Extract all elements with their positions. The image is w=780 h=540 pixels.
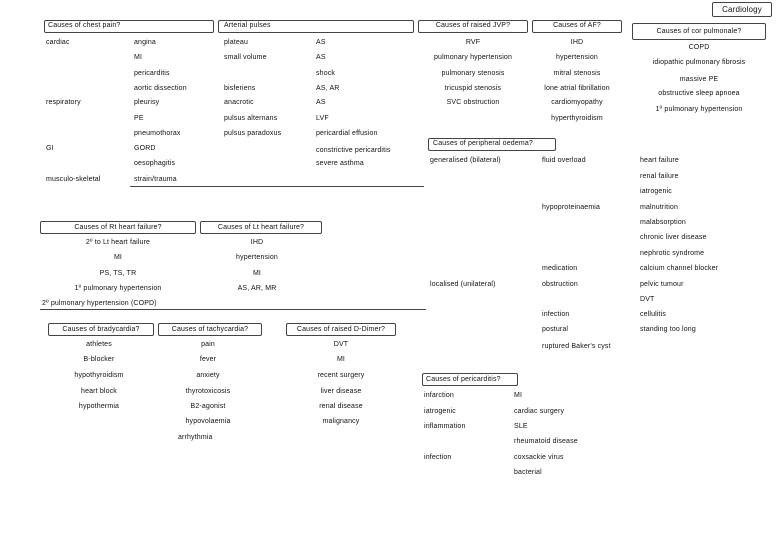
cor-pulmonale-item: obstructive sleep apnoea	[658, 90, 740, 97]
oedema-bakers: ruptured Baker's cyst	[542, 343, 611, 350]
arterial-pulse-type: plateau	[224, 39, 249, 46]
tachycardia-item: fever	[199, 356, 217, 363]
chest-pain-divider	[130, 186, 424, 187]
oedema-obstruction-item: pelvic tumour	[640, 281, 684, 288]
oedema-fluid-item: heart failure	[640, 157, 679, 164]
chest-pain-item: aortic dissection	[134, 85, 187, 92]
oedema-fluid-item: iatrogenic	[640, 188, 672, 195]
arterial-pulse-cause: shock	[316, 70, 336, 77]
chest-pain-category: respiratory	[46, 99, 81, 106]
pericarditis-category: infection	[424, 454, 452, 461]
af-item: hypertension	[556, 54, 598, 61]
oedema-localised-label: localised (unilateral)	[430, 281, 496, 288]
chest-pain-item: pleurisy	[134, 99, 160, 106]
d-dimer-item: recent surgery	[317, 372, 365, 379]
oedema-medication-item: calcium channel blocker	[640, 265, 719, 272]
pericarditis-cause: coxsackie virus	[514, 454, 564, 461]
arterial-pulse-cause: AS	[316, 99, 326, 106]
oedema-generalised-label: generalised (bilateral)	[430, 157, 501, 164]
chest-pain-item: pneumothorax	[134, 130, 181, 137]
arterial-pulse-type: anacrotic	[224, 99, 254, 106]
jvp-item: tricuspid stenosis	[444, 85, 502, 92]
oedema-fluid-item: renal failure	[640, 173, 679, 180]
pericarditis-cause: rheumatoid disease	[514, 438, 578, 445]
tachycardia-item: anxiety	[196, 372, 220, 379]
pericarditis-cause: SLE	[514, 423, 528, 430]
tachycardia-item: thyrotoxicosis	[185, 388, 231, 395]
arterial-pulse-cause: LVF	[316, 115, 329, 122]
oedema-infection-item: cellulitis	[640, 311, 667, 318]
arterial-pulse-type: small volume	[224, 54, 267, 61]
bradycardia-item: B-blocker	[83, 356, 115, 363]
lt-heart-title: Causes of Lt heart failure?	[217, 224, 305, 231]
oedema-title: Causes of peripheral oedema?	[433, 140, 533, 147]
rt-heart-title: Causes of Rt heart failure?	[74, 224, 162, 231]
bradycardia-item: hypothermia	[78, 403, 120, 410]
rt-heart-item: 2º to Lt heart failure	[85, 239, 151, 246]
d-dimer-item: DVT	[333, 341, 349, 348]
chest-pain-title: Causes of chest pain?	[48, 22, 121, 29]
bradycardia-item: hypothyroidism	[74, 372, 124, 379]
bradycardia-title: Causes of bradycardia?	[62, 326, 140, 333]
oedema-hypo-item: nephrotic syndrome	[640, 250, 705, 257]
arterial-pulse-cause: AS	[316, 39, 326, 46]
af-item: hyperthyroidism	[551, 115, 603, 122]
lt-heart-item: AS, AR, MR	[237, 285, 277, 292]
oedema-medication: medication	[542, 265, 578, 272]
chest-pain-category: musculo-skeletal	[46, 176, 101, 183]
af-item: cardiomyopathy	[551, 99, 603, 106]
arterial-pulse-cause: severe asthma	[316, 160, 364, 167]
cor-pulmonale-item: massive PE	[679, 76, 719, 83]
chest-pain-category: cardiac	[46, 39, 70, 46]
section-label: Cardiology	[712, 2, 772, 17]
pericarditis-title: Causes of pericarditis?	[426, 376, 501, 383]
chest-pain-item: PE	[134, 115, 144, 122]
oedema-fluid-overload: fluid overload	[542, 157, 586, 164]
arterial-pulse-cause: constrictive pericarditis	[316, 147, 391, 154]
pericarditis-cause: MI	[514, 392, 523, 399]
tachycardia-item: pain	[201, 341, 215, 348]
pericarditis-cause: cardiac surgery	[514, 408, 565, 415]
d-dimer-item: liver disease	[320, 388, 362, 395]
rt-heart-item: PS, TS, TR	[99, 270, 137, 277]
lt-heart-item: IHD	[250, 239, 264, 246]
jvp-item: RVF	[465, 39, 481, 46]
d-dimer-title: Causes of raised D-Dimer?	[296, 326, 386, 333]
jvp-item: pulmonary stenosis	[441, 70, 505, 77]
pericarditis-category: inflammation	[424, 423, 466, 430]
af-title: Causes of AF?	[553, 22, 601, 29]
pericarditis-cause: bacterial	[514, 469, 542, 476]
oedema-postural-item: standing too long	[640, 326, 696, 333]
lt-heart-item: MI	[252, 270, 262, 277]
tachycardia-item: hypovolaemia	[185, 418, 231, 425]
oedema-obstruction: obstruction	[542, 281, 578, 288]
jvp-item: pulmonary hypertension	[433, 54, 512, 61]
oedema-hypo-item: chronic liver disease	[640, 234, 707, 241]
chest-pain-item: oesophagitis	[134, 160, 176, 167]
bradycardia-item: athletes	[86, 341, 112, 348]
cor-pulmonale-item: idiopathic pulmonary fibrosis	[652, 59, 746, 66]
oedema-infection: infection	[542, 311, 570, 318]
lt-heart-item: hypertension	[236, 254, 278, 261]
pericarditis-category: iatrogenic	[424, 408, 456, 415]
cor-pulmonale-item: 1º pulmonary hypertension	[655, 106, 743, 113]
d-dimer-item: MI	[336, 356, 346, 363]
arterial-pulse-type: pulsus alternans	[224, 115, 278, 122]
pericarditis-category: infarction	[424, 392, 454, 399]
rt-heart-item: 2º pulmonary hypertension (COPD)	[42, 300, 157, 307]
cor-pulmonale-title: Causes of cor pulmonale?	[656, 28, 742, 35]
tachycardia-item: B2-agonist	[190, 403, 226, 410]
chest-pain-category: GI	[46, 145, 54, 152]
af-item: mitral stenosis	[553, 70, 601, 77]
oedema-postural: postural	[542, 326, 569, 333]
chest-pain-item: angina	[134, 39, 156, 46]
arterial-pulse-type: bisferiens	[224, 85, 256, 92]
rt-heart-item: 1º pulmonary hypertension	[74, 285, 162, 292]
jvp-item: SVC obstruction	[446, 99, 500, 106]
rt-heart-item: MI	[113, 254, 123, 261]
arterial-pulse-cause: AS	[316, 54, 326, 61]
d-dimer-item: malignancy	[322, 418, 360, 425]
arterial-pulse-cause: AS, AR	[316, 85, 340, 92]
heart-failure-divider	[40, 309, 426, 310]
d-dimer-item: renal disease	[319, 403, 363, 410]
chest-pain-item: GORD	[134, 145, 156, 152]
oedema-obstruction-item: DVT	[640, 296, 655, 303]
tachycardia-title: Causes of tachycardia?	[171, 326, 249, 333]
af-item: lone atrial fibrillation	[544, 85, 610, 92]
chest-pain-item: pericarditis	[134, 70, 170, 77]
arterial-pulse-cause: pericardial effusion	[316, 130, 378, 137]
oedema-hypoproteinaemia: hypoproteinaemia	[542, 204, 601, 211]
chest-pain-item: MI	[134, 54, 143, 61]
oedema-hypo-item: malnutrition	[640, 204, 678, 211]
bradycardia-item: heart block	[81, 388, 117, 395]
cor-pulmonale-item: COPD	[688, 44, 710, 51]
arterial-pulses-title: Arterial pulses	[224, 22, 271, 29]
jvp-title: Causes of raised JVP?	[435, 22, 511, 29]
oedema-hypo-item: malabsorption	[640, 219, 686, 226]
arterial-pulse-type: pulsus paradoxus	[224, 130, 282, 137]
af-item: IHD	[570, 39, 584, 46]
chest-pain-item: strain/trauma	[134, 176, 177, 183]
tachycardia-item: arrhythmia	[178, 434, 213, 441]
